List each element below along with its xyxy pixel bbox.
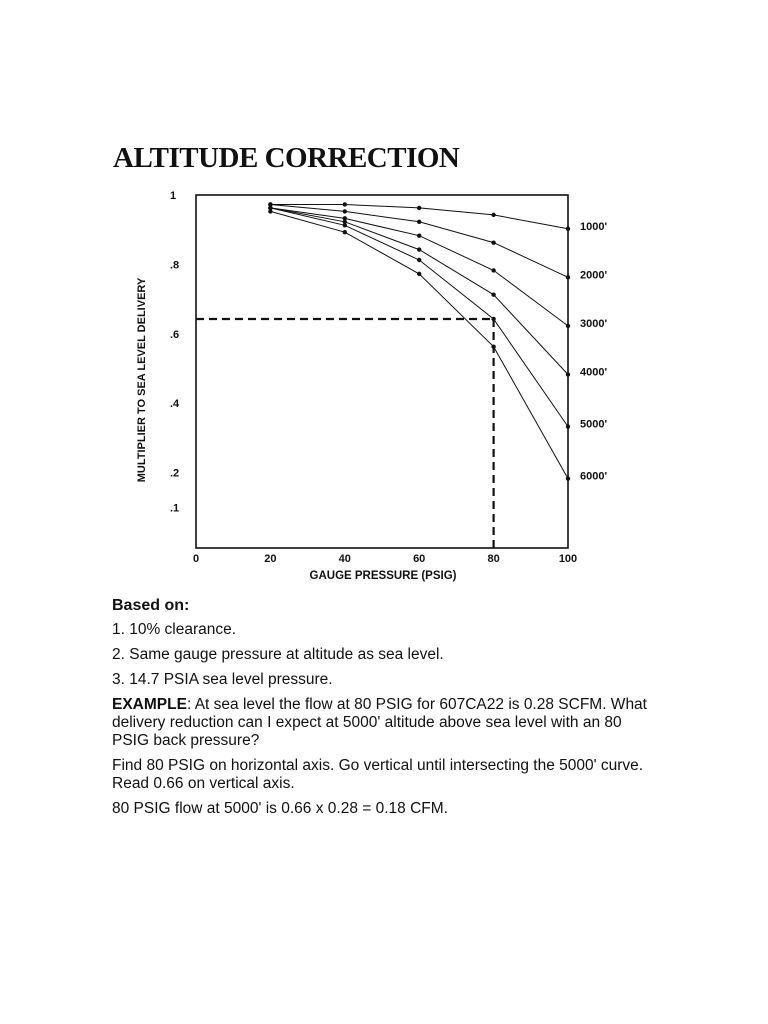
data-point bbox=[491, 345, 495, 349]
plot-frame bbox=[196, 195, 568, 548]
series-label: 1000' bbox=[580, 220, 608, 233]
y-axis-label: MULTIPLIER TO SEA LEVEL DELIVERY bbox=[136, 277, 148, 483]
data-point bbox=[566, 424, 570, 428]
result-paragraph: 80 PSIG flow at 5000' is 0.66 x 0.28 = 0.18 CFM. bbox=[112, 800, 448, 817]
y-tick-label: 1 bbox=[170, 190, 177, 202]
x-tick-labels bbox=[193, 553, 577, 565]
data-point bbox=[491, 292, 495, 296]
data-point bbox=[268, 209, 272, 213]
example-text: : At sea level the flow at 80 PSIG for 607CA22 is 0.28 SCFM. What delivery reduction can I expect at 5000' altitude above sea level with an 80 PSIG back pressure? bbox=[112, 696, 647, 749]
x-tick-label: 0 bbox=[192, 553, 200, 565]
data-point bbox=[566, 275, 570, 279]
x-tick-label: 20 bbox=[264, 553, 277, 565]
instructions-paragraph: Find 80 PSIG on horizontal axis. Go vertical until intersecting the 5000' curve. Read 0.66 on vertical axis. bbox=[112, 757, 644, 792]
series-label: 4000' bbox=[580, 366, 608, 379]
notes-section bbox=[112, 597, 652, 825]
series-lines bbox=[270, 205, 568, 479]
data-point bbox=[417, 247, 421, 251]
series-points bbox=[268, 202, 570, 481]
series-line bbox=[270, 208, 568, 427]
page-title: ALTITUDE CORRECTION bbox=[113, 142, 460, 174]
data-point bbox=[343, 209, 347, 213]
data-point bbox=[491, 268, 495, 272]
data-point bbox=[417, 272, 421, 276]
data-point bbox=[491, 213, 495, 217]
example-label: EXAMPLE bbox=[112, 696, 187, 713]
data-point bbox=[566, 324, 570, 328]
data-point bbox=[566, 476, 570, 480]
note-item: 3. 14.7 PSIA sea level pressure. bbox=[112, 671, 333, 688]
series-label: 6000' bbox=[580, 470, 608, 483]
x-tick-label: 100 bbox=[558, 553, 578, 565]
y-tick-label: .6 bbox=[170, 328, 180, 341]
reference-lines bbox=[196, 319, 494, 548]
data-point bbox=[566, 227, 570, 231]
series-label: 2000' bbox=[580, 269, 608, 282]
series-line bbox=[270, 208, 568, 326]
series-label: 5000' bbox=[580, 418, 608, 431]
notes-heading: Based on: bbox=[112, 597, 190, 614]
data-point bbox=[417, 234, 421, 238]
note-item: 2. Same gauge pressure at altitude as sea level. bbox=[112, 646, 444, 663]
example-paragraph bbox=[112, 696, 652, 750]
x-tick-label: 40 bbox=[338, 553, 351, 565]
data-point bbox=[491, 317, 495, 321]
series-label: 3000' bbox=[580, 317, 608, 330]
y-tick-label: .1 bbox=[170, 502, 180, 515]
data-point bbox=[491, 240, 495, 244]
data-point bbox=[343, 202, 347, 206]
x-tick-label: 60 bbox=[413, 553, 426, 565]
data-point bbox=[343, 230, 347, 234]
x-axis-label: GAUGE PRESSURE (PSIG) bbox=[309, 570, 457, 582]
data-point bbox=[343, 223, 347, 227]
y-tick-label: .8 bbox=[170, 259, 180, 272]
series-line bbox=[270, 208, 568, 375]
y-tick-label: .2 bbox=[170, 467, 180, 480]
x-tick-label: 80 bbox=[487, 553, 500, 565]
y-tick-label: .4 bbox=[170, 398, 180, 411]
series-labels bbox=[580, 221, 607, 483]
data-point bbox=[417, 206, 421, 210]
y-tick-labels bbox=[170, 190, 180, 514]
data-point bbox=[566, 372, 570, 376]
series-line bbox=[270, 205, 568, 278]
note-item: 1. 10% clearance. bbox=[112, 621, 237, 638]
data-point bbox=[417, 258, 421, 262]
data-point bbox=[417, 220, 421, 224]
